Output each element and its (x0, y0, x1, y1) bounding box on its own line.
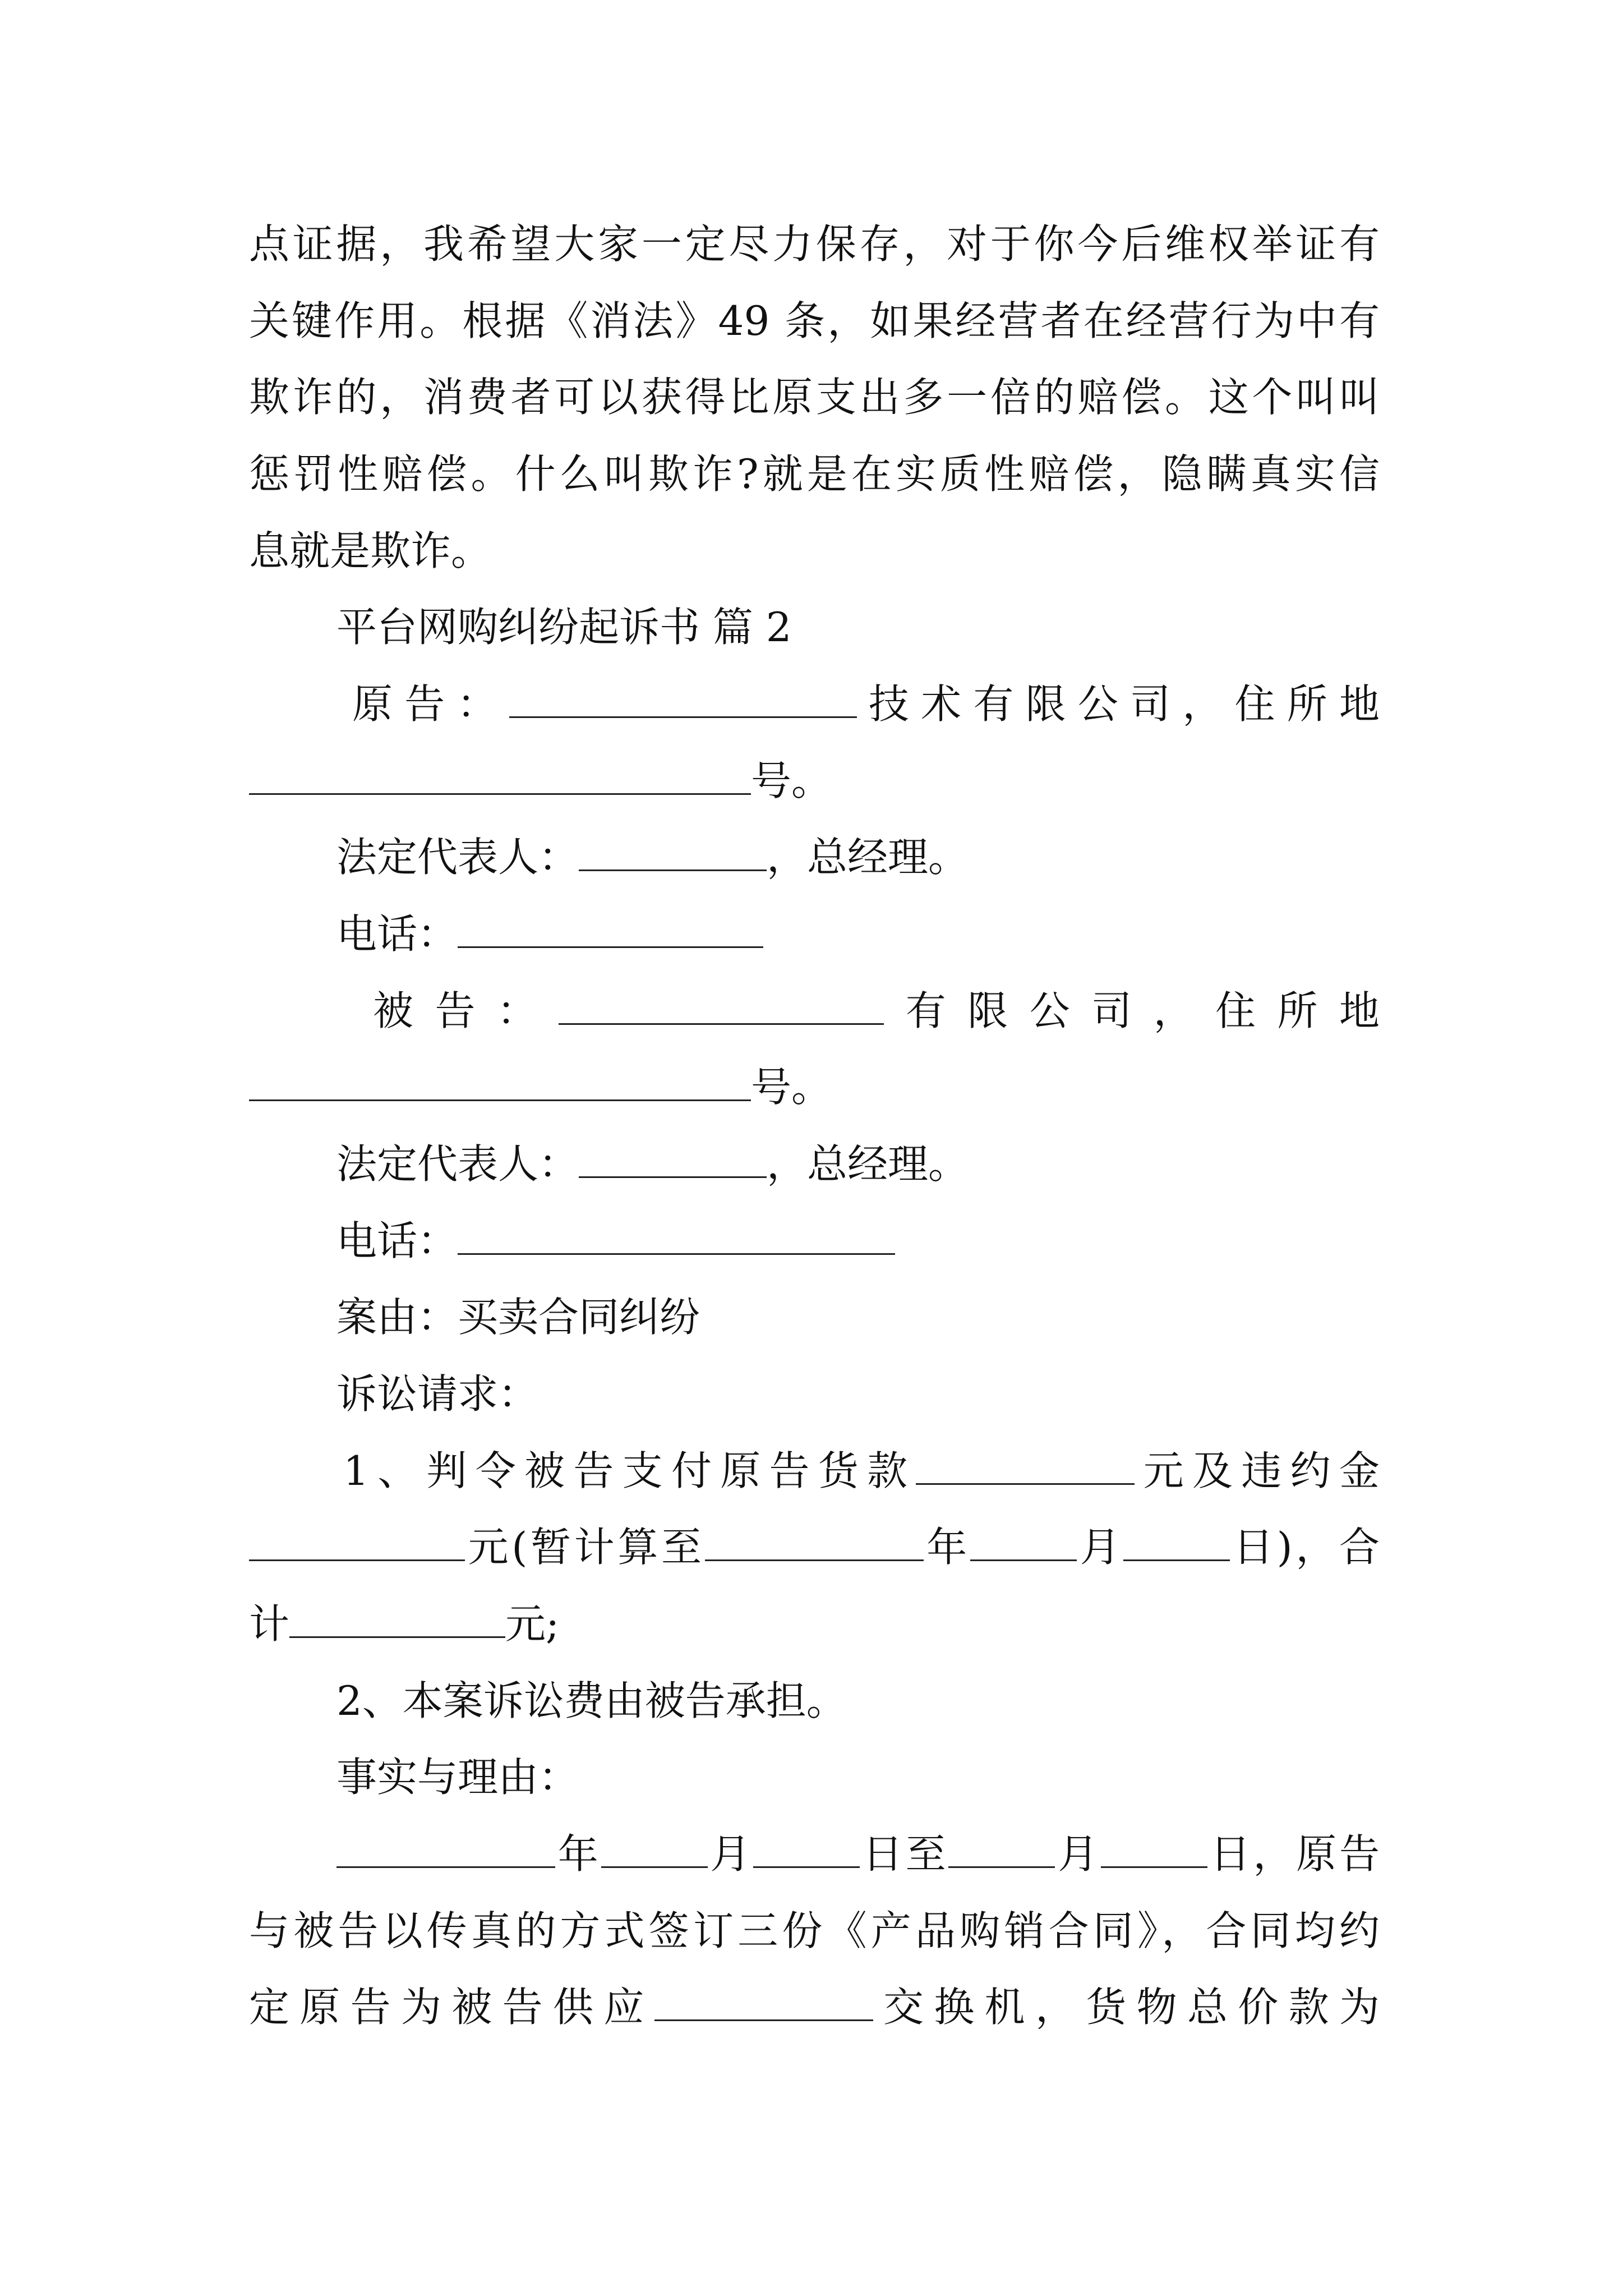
cause-line: 案由：买卖合同纠纷 (336, 1294, 700, 1341)
plaintiff-line (352, 679, 1380, 729)
rep-suffix: ，总经理。 (767, 1140, 969, 1188)
address-end: 号。 (751, 1064, 832, 1111)
claim1-line2 (249, 1522, 1380, 1572)
defendant-suffix: 有限公司，住所地 (884, 987, 1380, 1034)
text-line: 惩罚性赔偿。什么叫欺诈?就是在实质性赔偿，隐瞒真实信 (249, 450, 1380, 498)
address-end: 号。 (751, 757, 832, 804)
claim1-text: 年 (923, 1524, 970, 1571)
day-blank (1101, 1832, 1207, 1868)
claim1-text: 1、判令被告支付原告货款 (343, 1447, 916, 1494)
phone-blank (458, 912, 763, 948)
phone-label: 电话： (336, 910, 458, 958)
defendant-rep-line (336, 1139, 969, 1189)
claim1-text: 元及违约金 (1135, 1447, 1380, 1494)
claim1-line3 (249, 1599, 1380, 1649)
defendant-address-line (249, 1062, 1380, 1112)
claim1-text: 元(暂计算至 (465, 1524, 705, 1571)
phone-blank (458, 1218, 895, 1255)
day-blank (1123, 1525, 1230, 1561)
total-blank (289, 1602, 505, 1638)
defendant-name-blank (559, 988, 884, 1025)
text-line: 息就是欺诈。 (249, 527, 492, 574)
facts-text: 月 (707, 1830, 754, 1878)
defendant-phone-line (336, 1216, 895, 1266)
day-blank (753, 1832, 860, 1868)
defendant-line (373, 986, 1380, 1036)
facts-text: 日至 (860, 1830, 949, 1878)
defendant-address-blank (249, 1065, 751, 1101)
facts-text: 定原告为被告供应 (249, 1984, 654, 2031)
month-blank (601, 1832, 708, 1868)
rep-blank (579, 835, 767, 871)
rep-suffix: ，总经理。 (767, 834, 969, 881)
rep-label: 法定代表人： (336, 834, 579, 881)
claim1-line1 (343, 1446, 1380, 1496)
month-blank (970, 1525, 1077, 1561)
plaintiff-label: 原告： (352, 680, 509, 728)
claim1-text: 计 (249, 1600, 290, 1648)
claim1-text: 日)，合 (1230, 1524, 1380, 1571)
facts-text: 年 (555, 1830, 601, 1878)
plaintiff-rep-line (336, 832, 969, 882)
facts-line2: 与被告以传真的方式签订三份《产品购销合同》，合同均约 (249, 1907, 1380, 1954)
plaintiff-address-line (249, 756, 1380, 806)
section-heading: 平台网购纠纷起诉书 篇 2 (336, 604, 792, 651)
facts-text: 日，原告 (1207, 1830, 1380, 1878)
claim1-text: 月 (1076, 1524, 1124, 1571)
facts-text: 月 (1055, 1830, 1101, 1878)
defendant-label: 被告： (373, 987, 559, 1034)
text-line: 点证据，我希望大家一定尽力保存，对于你今后维权举证有 (249, 220, 1380, 268)
plaintiff-address-blank (249, 758, 751, 795)
month-blank (948, 1832, 1055, 1868)
rep-label: 法定代表人： (336, 1140, 579, 1188)
plaintiff-phone-line (336, 909, 763, 959)
year-blank (336, 1832, 555, 1868)
text-line: 欺诈的，消费者可以获得比原支出多一倍的赔偿。这个叫叫 (249, 374, 1380, 421)
phone-label: 电话： (336, 1217, 458, 1264)
facts-line3 (249, 1982, 1380, 2032)
amount-blank (916, 1448, 1135, 1485)
plaintiff-suffix: 技术有限公司，住所地 (856, 680, 1380, 728)
year-blank (705, 1525, 924, 1561)
facts-title: 事实与理由： (336, 1754, 579, 1801)
product-blank (654, 1985, 873, 2021)
claims-title: 诉讼请求： (336, 1370, 539, 1418)
text-line: 关键作用。根据《消法》49 条，如果经营者在经营行为中有 (249, 297, 1380, 344)
facts-text: 交换机，货物总价款为 (873, 1984, 1380, 2031)
plaintiff-name-blank (509, 682, 857, 718)
facts-line1 (336, 1829, 1380, 1879)
penalty-blank (249, 1525, 465, 1561)
claim2-line: 2、本案诉讼费由被告承担。 (336, 1677, 847, 1724)
rep-blank (579, 1142, 767, 1178)
claim1-text: 元; (505, 1600, 560, 1648)
